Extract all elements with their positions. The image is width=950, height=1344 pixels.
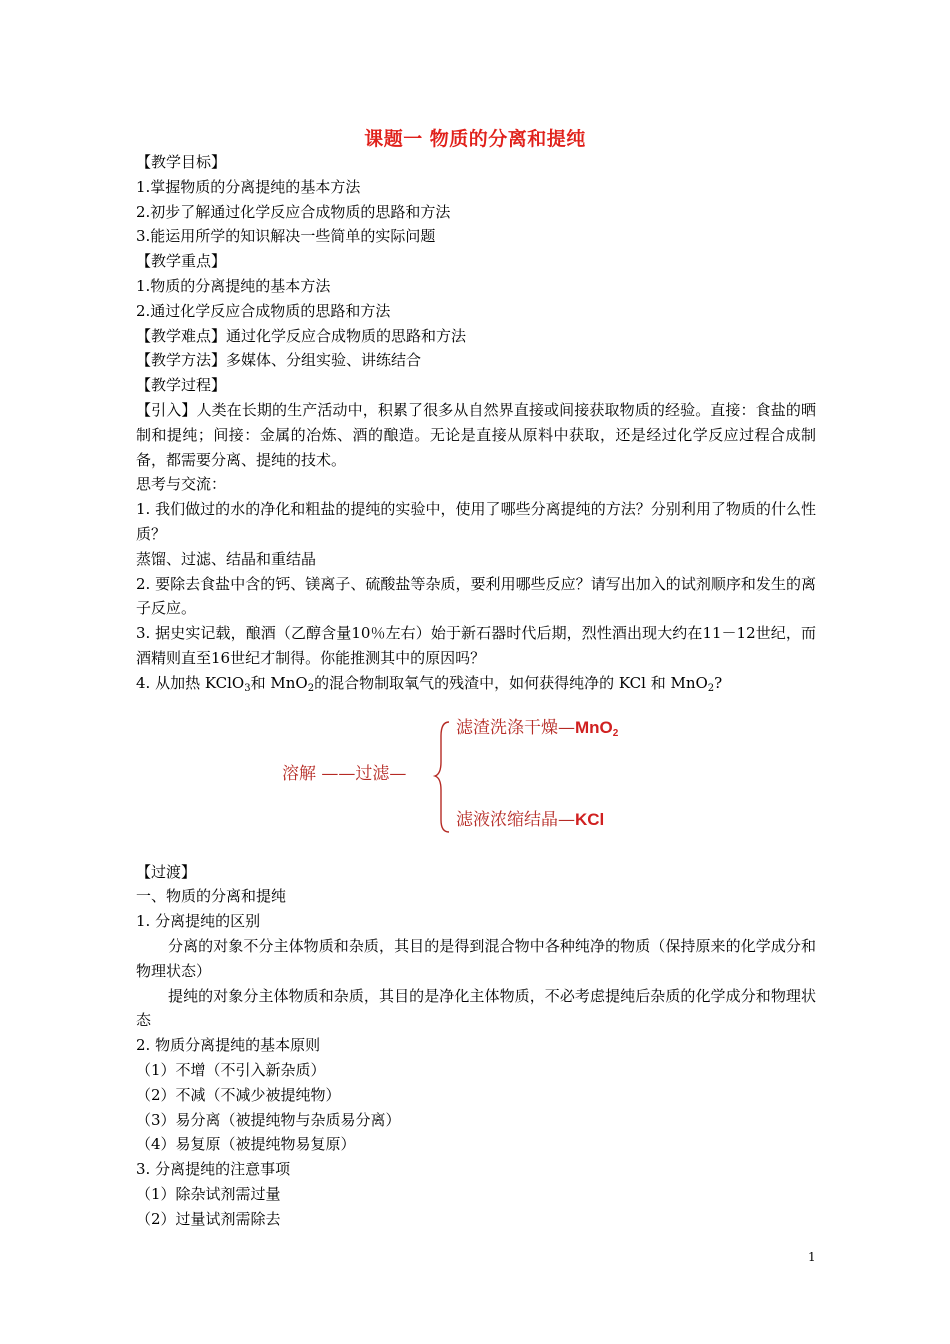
section-heading: 一、物质的分离和提纯	[136, 887, 287, 906]
section-heading-objectives: 【教学目标】	[136, 153, 227, 171]
list-item: （2）不减（不减少被提纯物）	[136, 1085, 341, 1104]
paragraph: 2.初步了解通过化学反应合成物质的思路和方法	[136, 202, 451, 221]
list-item: （4）易复原（被提纯物易复原）	[136, 1135, 356, 1154]
page-number: 1	[808, 1250, 816, 1264]
subsection-heading: 2. 物质分离提纯的基本原则	[136, 1036, 321, 1055]
flow-branch-residue: 滤渣洗涤干燥—MnO$_2$	[456, 717, 619, 739]
subsection-heading: 3. 分离提纯的注意事项	[136, 1160, 291, 1179]
section-heading-key-points: 【教学重点】	[136, 252, 227, 271]
question-2: 2. 要除去食盐中含的钙、镁离子、硫酸盐等杂质，要利用哪些反应？请写出加入的试剂顺序和发生的离子反应。	[136, 574, 816, 618]
section-heading-process: 【教学过程】	[136, 376, 227, 395]
paragraph: 2.通过化学反应合成物质的思路和方法	[136, 301, 391, 320]
question-4: 4. 从加热 KClO$_3$和 MnO$_2$的混合物制取氧气的残渣中，如何获得纯净的 KCl 和 MnO$_2$?	[136, 673, 723, 694]
paragraph-purification: 提纯的对象分主体物质和杂质，其目的是净化主体物质，不必考虑提纯后杂质的化学成分和物理状态	[136, 986, 816, 1030]
flow-step-dissolve-filter: 溶解 ——过滤—	[282, 763, 407, 784]
question-3: 3. 据史实记载，酿酒（乙醇含量10％左右）始于新石器时代后期，烈性酒出现大约在11－12世纪，而酒精则直至16世纪才制得。你能推测其中的原因吗？	[136, 624, 816, 667]
list-item: （3）易分离（被提纯物与杂质易分离）	[136, 1110, 401, 1129]
separation-flow-diagram	[136, 702, 816, 852]
paragraph: 1.物质的分离提纯的基本方法	[136, 276, 331, 295]
flow-branch-filtrate: 滤液浓缩结晶—KCl	[456, 809, 605, 830]
paragraph-separation: 分离的对象不分主体物质和杂质，其目的是得到混合物中各种纯净的物质（保持原来的化学成分和物理状态）	[136, 936, 816, 980]
paragraph: 1.掌握物质的分离提纯的基本方法	[136, 177, 361, 196]
section-heading-transition: 【过渡】	[136, 862, 197, 881]
list-item: （1）除杂试剂需过量	[136, 1184, 281, 1203]
document-body	[136, 150, 816, 1231]
section-heading-methods: 【教学方法】多媒体、分组实验、讲练结合	[136, 351, 422, 370]
introduction-paragraph: 【引入】人类在长期的生产活动中，积累了很多从自然界直接或间接获取物质的经验。直接：食盐的晒制和提纯；间接：金属的冶炼、酒的酿造。无论是直接从原料中获取，还是经过化学反应过程合成制备，都需要分离、提纯的技术。	[136, 400, 816, 469]
list-item: （1）不增（不引入新杂质）	[136, 1060, 326, 1079]
subsection-heading: 1. 分离提纯的区别	[136, 912, 261, 931]
page-title: 课题一 物质的分离和提纯	[364, 128, 586, 150]
question-1: 1. 我们做过的水的净化和粗盐的提纯的实验中，使用了哪些分离提纯的方法？分别利用了物质的什么性质？	[136, 500, 816, 543]
paragraph: 思考与交流：	[136, 475, 227, 494]
section-heading-difficulty: 【教学难点】通过化学反应合成物质的思路和方法	[136, 326, 467, 345]
paragraph: 3.能运用所学的知识解决一些简单的实际问题	[136, 227, 436, 246]
brace-line	[435, 722, 449, 832]
answer-1: 蒸馏、过滤、结晶和重结晶	[136, 549, 317, 568]
list-item: （2）过量试剂需除去	[136, 1209, 281, 1228]
